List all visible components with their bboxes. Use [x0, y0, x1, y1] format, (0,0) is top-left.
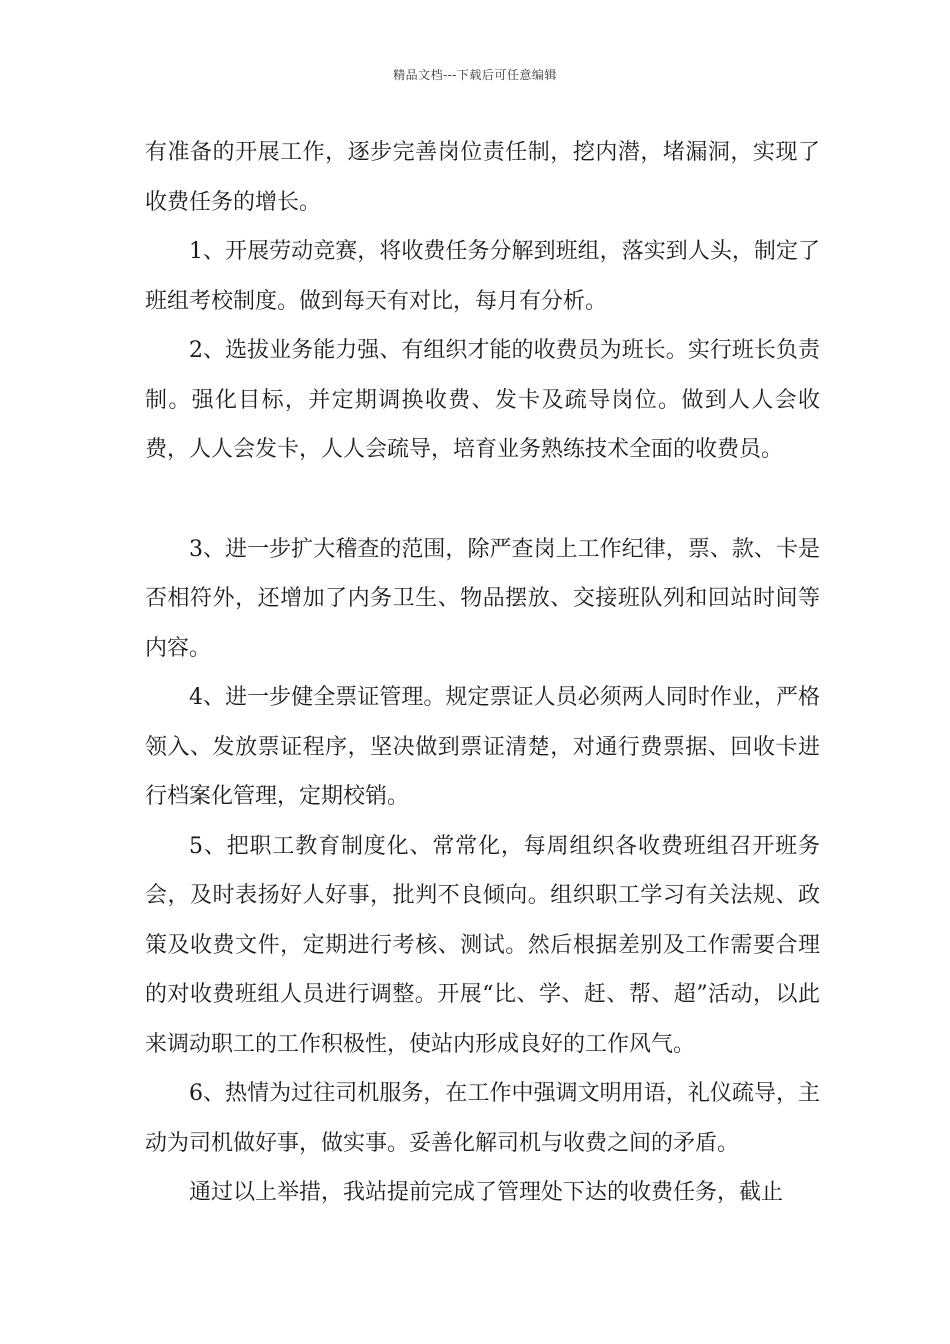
paragraph-item-2: 2、选拔业务能力强、有组织才能的收费员为班长。实行班长负责制。强化目标，并定期调换收费、发卡及疏导岗位。做到人人会收费，人人会发卡，人人会疏导，培育业务熟练技术全面的收费员。 [145, 338, 820, 462]
paragraph-continuation: 有准备的开展工作，逐步完善岗位责任制，挖内潜，堵漏洞，实现了收费任务的增长。 [145, 140, 820, 215]
paragraph-item-4: 4、进一步健全票证管理。规定票证人员必须两人同时作业，严格领入、发放票证程序，坚决做到票证清楚，对通行费票据、回收卡进行档案化管理，定期校销。 [145, 685, 820, 809]
paragraph-item-3: 3、进一步扩大稽查的范围，除严查岗上工作纪律，票、款、卡是否相符外，还增加了内务卫生、物品摆放、交接班队列和回站时间等内容。 [145, 536, 820, 661]
paragraph-gap [145, 475, 820, 525]
paragraph-item-1: 1、开展劳动竞赛，将收费任务分解到班组，落实到人头，制定了班组考校制度。做到每天有对比，每月有分析。 [145, 239, 820, 314]
document-body [145, 128, 820, 1218]
paragraph-item-5: 5、把职工教育制度化、常常化，每周组织各收费班组召开班务会，及时表扬好人好事，批判不良倾向。组织职工学习有关法规、政策及收费文件，定期进行考核、测试。然后根据差别及工作需要合理的对收费班组人员进行调整。开展“比、学、赶、帮、超”活动，以此来调动职工的工作积极性，使站内形成良好的工作风气。 [145, 833, 820, 1057]
paragraph-summary: 通过以上举措，我站提前完成了管理处下达的收费任务，截止 [189, 1180, 784, 1205]
paragraph-item-6: 6、热情为过往司机服务，在工作中强调文明用语，礼仪疏导，主动为司机做好事，做实事。妥善化解司机与收费之间的矛盾。 [145, 1081, 820, 1156]
page-header: 精品文档---下载后可任意编辑 [393, 68, 557, 82]
